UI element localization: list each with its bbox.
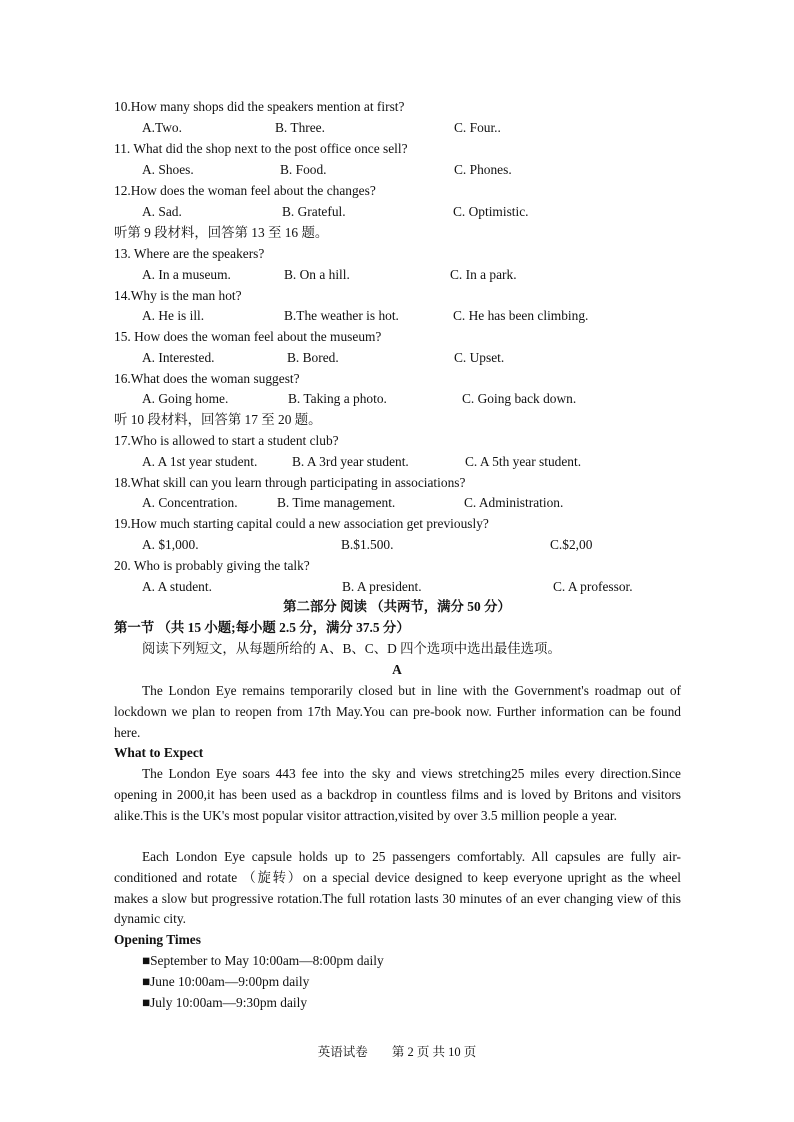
option-b: B. Taking a photo.	[288, 391, 387, 406]
question-14: 14.Why is the man hot?	[114, 288, 242, 303]
option-a: A. A student.	[142, 579, 212, 594]
opening-times-heading: Opening Times	[114, 932, 201, 947]
option-a: A. Concentration.	[142, 495, 238, 510]
section-one-heading: 第一节 （共 15 小题;每小题 2.5 分，满分 37.5 分）	[114, 620, 410, 635]
option-b: B. A president.	[342, 579, 422, 594]
question-20: 20. Who is probably giving the talk?	[114, 558, 310, 573]
option-c: C. Going back down.	[462, 391, 577, 406]
question-12: 12.How does the woman feel about the changes?	[114, 183, 376, 198]
option-b: B. A 3rd year student.	[292, 454, 409, 469]
option-a: A. In a museum.	[142, 267, 231, 282]
passage-label: A	[392, 662, 402, 677]
option-c: C. Administration.	[464, 495, 564, 510]
what-to-expect-heading: What to Expect	[114, 745, 204, 760]
option-a: A. A 1st year student.	[142, 454, 258, 469]
option-b: B. Time management.	[277, 495, 396, 510]
opening-time-item: ■June 10:00am—9:00pm daily	[142, 974, 310, 989]
question-18: 18.What skill can you learn through participating in associations?	[114, 475, 466, 490]
option-a: A. Interested.	[142, 350, 215, 365]
opening-time-item: ■September to May 10:00am—8:00pm daily	[142, 953, 384, 968]
option-c: C.$2,00	[550, 537, 593, 552]
instruction-passage-10: 听 10 段材料，回答第 17 至 20 题。	[114, 412, 322, 427]
option-a: A. $1,000.	[142, 537, 199, 552]
question-15: 15. How does the woman feel about the museum?	[114, 329, 382, 344]
option-c: C. A professor.	[553, 579, 633, 594]
question-19: 19.How much starting capital could a new association get previously?	[114, 516, 489, 531]
option-b: B. Grateful.	[282, 204, 346, 219]
option-c: C. Phones.	[454, 162, 512, 177]
question-10: 10.How many shops did the speakers mention at first?	[114, 99, 405, 114]
option-c: C. Optimistic.	[453, 204, 529, 219]
option-b: B.The weather is hot.	[284, 308, 399, 323]
option-b: B. Bored.	[287, 350, 339, 365]
reading-directions: 阅读下列短文，从每题所给的 A、B、C、D 四个选项中选出最佳选项。	[142, 641, 561, 656]
footer-subject: 英语试卷	[317, 1045, 368, 1059]
option-b: B.$1.500.	[341, 537, 394, 552]
question-13: 13. Where are the speakers?	[114, 246, 265, 261]
option-c: C. Upset.	[454, 350, 505, 365]
passage-intro: The London Eye remains temporarily closed but in line with the Government's roadmap out of lockdown we plan to reopen from 17th May.You can pre-book now. Further information can be found here.	[114, 683, 681, 740]
expect-paragraph-2: Each London Eye capsule holds up to 25 passengers comfortably. All capsules are fully air-conditioned and rotate （旋转）on a special device designed to keep everyone upright as the wheel makes a slow but progressive rotation.The full rotation lasts 30 minutes of an ever changing view of this dynamic city.	[114, 849, 681, 927]
question-17: 17.Who is allowed to start a student club?	[114, 433, 339, 448]
option-a: A. Going home.	[142, 391, 229, 406]
option-a: A. He is ill.	[142, 308, 205, 323]
question-11: 11. What did the shop next to the post office once sell?	[114, 141, 408, 156]
page-footer	[0, 1042, 794, 1063]
option-a: A. Sad.	[142, 204, 182, 219]
option-a: A. Shoes.	[142, 162, 194, 177]
expect-paragraph-1: The London Eye soars 443 fee into the sky and views stretching25 miles every direction.Since opening in 2000,it has been used as a backdrop in countless films and is loved by Britons and visitors alike.This is the UK's most popular visitor attraction,visited by over 3.5 million people a year.	[114, 766, 681, 823]
option-c: C. A 5th year student.	[465, 454, 582, 469]
option-b: B. Three.	[275, 120, 325, 135]
opening-time-item: ■July 10:00am—9:30pm daily	[142, 995, 308, 1010]
option-b: B. Food.	[280, 162, 327, 177]
option-c: C. He has been climbing.	[453, 308, 589, 323]
part-two-title: 第二部分 阅读 （共两节，满分 50 分）	[283, 599, 511, 614]
option-c: C. Four..	[454, 120, 501, 135]
question-16: 16.What does the woman suggest?	[114, 371, 300, 386]
footer-page-number: 第 2 页 共 10 页	[391, 1045, 477, 1059]
instruction-passage-9: 听第 9 段材料，回答第 13 至 16 题。	[114, 225, 329, 240]
option-b: B. On a hill.	[284, 267, 350, 282]
option-c: C. In a park.	[450, 267, 517, 282]
option-a: A.Two.	[142, 120, 182, 135]
